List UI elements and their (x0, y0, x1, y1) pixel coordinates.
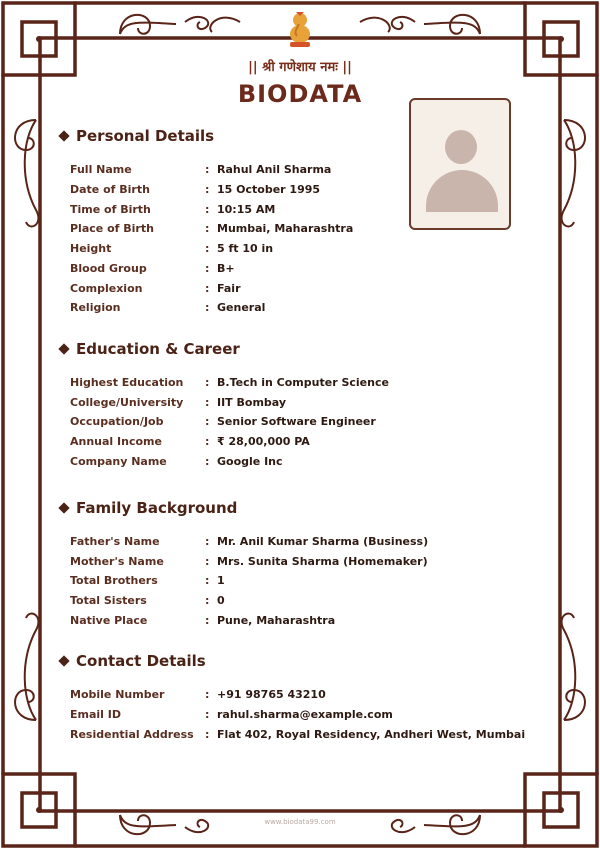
separator: : (205, 396, 210, 409)
detail-value: Flat 402, Royal Residency, Andheri West, Mumbai (217, 728, 526, 741)
section-title-personal (60, 127, 214, 145)
detail-value: Rahul Anil Sharma (217, 163, 332, 176)
detail-label: Residential Address (70, 728, 194, 741)
separator: : (205, 282, 210, 295)
detail-label: Email ID (70, 708, 121, 721)
section-title-text: Education & Career (76, 340, 240, 358)
detail-value: 15 October 1995 (217, 183, 321, 196)
detail-label: Complexion (70, 282, 143, 295)
watermark: www.biodata99.com (264, 818, 336, 826)
detail-label: Full Name (70, 163, 132, 176)
detail-value: Google Inc (217, 455, 283, 468)
profile-photo-placeholder[interactable] (409, 98, 511, 230)
detail-value: Pune, Maharashtra (217, 614, 336, 627)
detail-label: Time of Birth (70, 203, 151, 216)
separator: : (205, 222, 210, 235)
detail-label: Mother's Name (70, 555, 164, 568)
detail-label: Total Brothers (70, 574, 158, 587)
detail-label: Company Name (70, 455, 167, 468)
person-placeholder-body (426, 170, 498, 212)
detail-value: General (217, 301, 266, 314)
detail-value[interactable]: +91 98765 43210 (217, 688, 326, 701)
separator: : (205, 415, 210, 428)
ganesh-mantra: || श्री गणेशाय नमः || (248, 60, 352, 75)
separator: : (205, 574, 210, 587)
detail-label: Mobile Number (70, 688, 165, 701)
separator: : (205, 376, 210, 389)
section-title-text: Personal Details (76, 127, 215, 145)
separator: : (205, 728, 210, 741)
page-title: BIODATA (237, 80, 363, 108)
detail-label: Total Sisters (70, 594, 147, 607)
separator: : (205, 262, 210, 275)
separator: : (205, 688, 210, 701)
detail-value: IIT Bombay (217, 396, 287, 409)
section-title-contact (60, 652, 206, 670)
separator: : (205, 163, 210, 176)
detail-value: 1 (217, 574, 225, 587)
detail-label: Native Place (70, 614, 148, 627)
detail-label: Height (70, 242, 112, 255)
separator: : (205, 708, 210, 721)
diamond-bullet-icon (58, 130, 69, 141)
separator: : (205, 242, 210, 255)
diamond-bullet-icon (58, 655, 69, 666)
separator: : (205, 455, 210, 468)
detail-value: Fair (217, 282, 241, 295)
detail-value: Senior Software Engineer (217, 415, 376, 428)
detail-value: ₹ 28,00,000 PA (217, 435, 310, 448)
separator: : (205, 203, 210, 216)
detail-value: 5 ft 10 in (217, 242, 274, 255)
detail-value: Mumbai, Maharashtra (217, 222, 354, 235)
diamond-bullet-icon (58, 502, 69, 513)
detail-label: College/University (70, 396, 184, 409)
detail-value: 0 (217, 594, 225, 607)
detail-label: Religion (70, 301, 121, 314)
detail-value: 10:15 AM (217, 203, 276, 216)
detail-label: Date of Birth (70, 183, 150, 196)
section-title-family (60, 499, 237, 517)
separator: : (205, 614, 210, 627)
detail-label: Annual Income (70, 435, 162, 448)
detail-label: Highest Education (70, 376, 184, 389)
ganesha-icon (286, 10, 314, 50)
detail-value: Mr. Anil Kumar Sharma (Business) (217, 535, 429, 548)
diamond-bullet-icon (58, 343, 69, 354)
section-title-text: Family Background (76, 499, 238, 517)
detail-label: Blood Group (70, 262, 147, 275)
separator: : (205, 555, 210, 568)
detail-value[interactable]: rahul.sharma@example.com (217, 708, 393, 721)
detail-value: B+ (217, 262, 235, 275)
person-placeholder-icon (445, 130, 477, 164)
separator: : (205, 183, 210, 196)
separator: : (205, 535, 210, 548)
separator: : (205, 301, 210, 314)
separator: : (205, 435, 210, 448)
detail-value: B.Tech in Computer Science (217, 376, 389, 389)
detail-label: Place of Birth (70, 222, 154, 235)
detail-label: Occupation/Job (70, 415, 164, 428)
detail-value: Mrs. Sunita Sharma (Homemaker) (217, 555, 428, 568)
section-title-text: Contact Details (76, 652, 206, 670)
separator: : (205, 594, 210, 607)
section-title-education (60, 340, 240, 358)
detail-label: Father's Name (70, 535, 160, 548)
